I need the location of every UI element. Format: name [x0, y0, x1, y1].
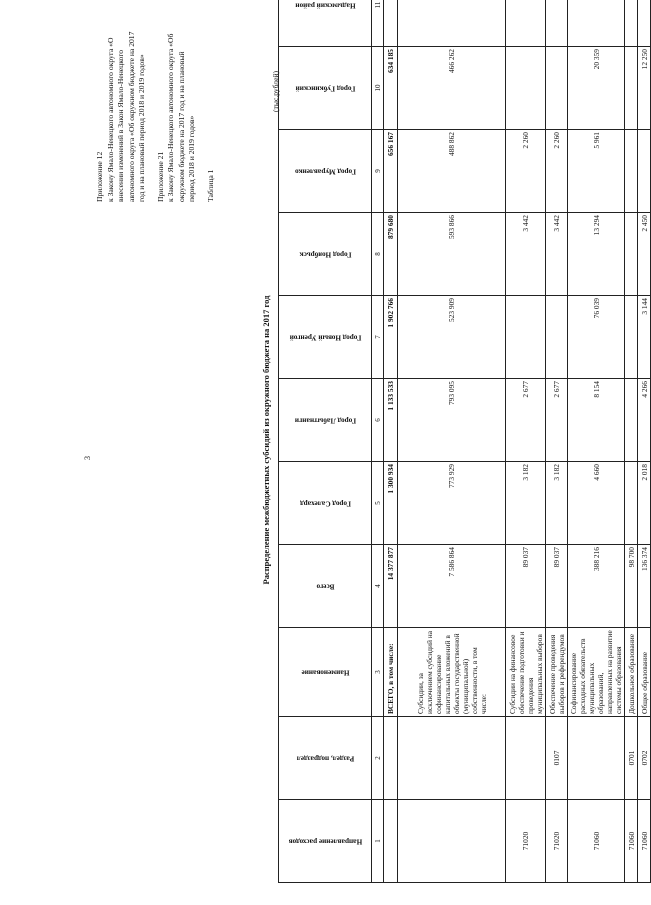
- column-header-label: Направление расходов: [288, 837, 362, 846]
- appendix-line-3: Приложение 21: [155, 151, 165, 202]
- value-cell: 656 167: [384, 130, 398, 213]
- value-cell: [625, 0, 638, 47]
- value-cell: 8 154: [568, 379, 625, 462]
- row-name-cell: Дошкольное образование: [625, 628, 638, 717]
- section-code-cell: [398, 717, 506, 800]
- table-row: [398, 0, 506, 883]
- value-cell: 3 442: [546, 213, 568, 296]
- value-cell: 466 262: [398, 47, 506, 130]
- value-cell: 634 185: [384, 47, 398, 130]
- value-cell: 2 450: [638, 213, 651, 296]
- value-cell: 593 866: [398, 213, 506, 296]
- value-cell: [546, 0, 568, 47]
- value-cell: 14 377 877: [384, 545, 398, 628]
- direction-code-cell: 71060: [568, 800, 625, 883]
- direction-code-cell: 71020: [546, 800, 568, 883]
- column-header: [279, 800, 372, 883]
- column-number: 10: [372, 47, 384, 130]
- direction-code-cell: 71060: [625, 800, 638, 883]
- table-row: [625, 0, 638, 883]
- value-cell: [546, 47, 568, 130]
- value-cell: 2 260: [506, 130, 546, 213]
- appendix-block: [95, 27, 216, 202]
- appendix-line-4: к Закону Ямало-Ненецкого автономного округа «Об окружном бюджете на 2017 год и на плановый период 2018 и 2019 годов»: [166, 33, 196, 202]
- column-header: [279, 296, 372, 379]
- value-cell: [625, 379, 638, 462]
- column-header-label: Город Муравленко: [294, 167, 356, 176]
- value-cell: [638, 0, 651, 47]
- column-number: 3: [372, 628, 384, 717]
- value-cell: [638, 130, 651, 213]
- column-header: [279, 379, 372, 462]
- value-cell: 76 039: [568, 296, 625, 379]
- direction-code-cell: 71060: [638, 800, 651, 883]
- value-cell: [506, 0, 546, 47]
- section-code-cell: 0107: [546, 717, 568, 800]
- value-cell: 3 442: [506, 213, 546, 296]
- value-cell: 488 862: [398, 130, 506, 213]
- column-header: [279, 545, 372, 628]
- section-code-cell: [384, 717, 398, 800]
- value-cell: 2 260: [546, 130, 568, 213]
- value-cell: 1 902 766: [384, 296, 398, 379]
- value-cell: 523 909: [398, 296, 506, 379]
- direction-code-cell: [398, 800, 506, 883]
- column-number: 6: [372, 379, 384, 462]
- column-header-label: Наименование: [301, 668, 349, 677]
- row-name-cell: Субсидии на финансовое обеспечение подготовки и проведения муниципальных выборов: [506, 628, 546, 717]
- value-cell: [506, 47, 546, 130]
- value-cell: 4 266: [638, 379, 651, 462]
- value-cell: 793 095: [398, 379, 506, 462]
- column-number: 11: [372, 0, 384, 47]
- value-cell: 89 037: [546, 545, 568, 628]
- value-cell: 3 182: [546, 462, 568, 545]
- column-header-label: Раздел, подраздел: [296, 754, 354, 763]
- table-row: [546, 0, 568, 883]
- column-number-row: [372, 0, 384, 883]
- section-code-cell: [568, 717, 625, 800]
- column-header: [279, 717, 372, 800]
- value-cell: 3 182: [506, 462, 546, 545]
- value-cell: [384, 0, 398, 47]
- column-header: [279, 130, 372, 213]
- value-cell: [546, 296, 568, 379]
- header-row: [279, 0, 372, 883]
- value-cell: 12 250: [638, 47, 651, 130]
- column-number: 4: [372, 545, 384, 628]
- value-cell: 388 216: [568, 545, 625, 628]
- column-header-label: Город Ноябрьск: [299, 250, 352, 259]
- column-header: [279, 47, 372, 130]
- direction-code-cell: 71020: [506, 800, 546, 883]
- column-number: 2: [372, 717, 384, 800]
- appendix-line-2: к Закону Ямало-Ненецкого автономного округа «О внесении изменений в Закон Ямало-Ненецкого автономного округа «Об окружном бюджете на 2017 год и на плановый период 2018 и 2019 годов»: [105, 31, 146, 202]
- section-code-cell: [506, 717, 546, 800]
- table-row: [384, 0, 398, 883]
- value-cell: 2 677: [546, 379, 568, 462]
- value-cell: 7 586 864: [398, 545, 506, 628]
- value-cell: 1 300 934: [384, 462, 398, 545]
- direction-code-cell: [384, 800, 398, 883]
- value-cell: 773 929: [398, 462, 506, 545]
- value-cell: 98 700: [625, 545, 638, 628]
- column-number: 8: [372, 213, 384, 296]
- document-title: Распределение межбюджетных субсидий из окружного бюджета на 2017 год: [261, 295, 271, 585]
- table-row: [638, 0, 651, 883]
- column-number: 1: [372, 800, 384, 883]
- row-name-cell: Обеспечение проведения выборов и референдумов: [546, 628, 568, 717]
- section-code-cell: 0702: [638, 717, 651, 800]
- row-name-cell: Общее образование: [638, 628, 651, 717]
- value-cell: 4 660: [568, 462, 625, 545]
- table-row: [506, 0, 546, 883]
- page-number: 3: [83, 456, 92, 460]
- subsidy-table: [278, 0, 651, 883]
- value-cell: [625, 47, 638, 130]
- value-cell: 1 133 533: [384, 379, 398, 462]
- column-header-label: Город Новый Уренгой: [289, 333, 361, 342]
- value-cell: [398, 0, 506, 47]
- appendix-line-1: Приложение 12: [95, 151, 104, 202]
- column-header: [279, 213, 372, 296]
- value-cell: 136 374: [638, 545, 651, 628]
- column-header-label: Всего: [316, 582, 334, 591]
- table-row: [568, 0, 625, 883]
- column-header-label: Надымский район: [294, 1, 356, 10]
- row-name-cell: Субсидии, за исключением субсидий на софинансирование капитальных вложений в объекты государственной (муниципальной) собственности, в том числе:: [398, 628, 506, 717]
- row-name-cell: ВСЕГО, в том числе:: [384, 628, 398, 717]
- column-header: [279, 0, 372, 47]
- value-cell: 13 294: [568, 213, 625, 296]
- value-cell: 5 961: [568, 130, 625, 213]
- value-cell: [625, 462, 638, 545]
- row-name-cell: Софинансирование расходных обязательств муниципальных образований, направленных на развитие системы образования: [568, 628, 625, 717]
- column-header: [279, 628, 372, 717]
- value-cell: 20 359: [568, 47, 625, 130]
- table-label: Таблица 1: [205, 169, 215, 202]
- value-cell: 2 018: [638, 462, 651, 545]
- column-number: 5: [372, 462, 384, 545]
- column-header-label: Город Салехард: [299, 499, 351, 508]
- column-number: 7: [372, 296, 384, 379]
- column-header: [279, 462, 372, 545]
- value-cell: 879 680: [384, 213, 398, 296]
- units-note: (тыс.рублей): [271, 70, 280, 112]
- value-cell: [625, 296, 638, 379]
- value-cell: 2 677: [506, 379, 546, 462]
- value-cell: 89 037: [506, 545, 546, 628]
- value-cell: 3 144: [638, 296, 651, 379]
- column-header-label: Город Лабытнанги: [294, 416, 356, 425]
- column-header-label: Город Губкинский: [295, 84, 355, 93]
- value-cell: [506, 296, 546, 379]
- value-cell: [568, 0, 625, 47]
- column-number: 9: [372, 130, 384, 213]
- value-cell: [625, 130, 638, 213]
- value-cell: [625, 213, 638, 296]
- section-code-cell: 0701: [625, 717, 638, 800]
